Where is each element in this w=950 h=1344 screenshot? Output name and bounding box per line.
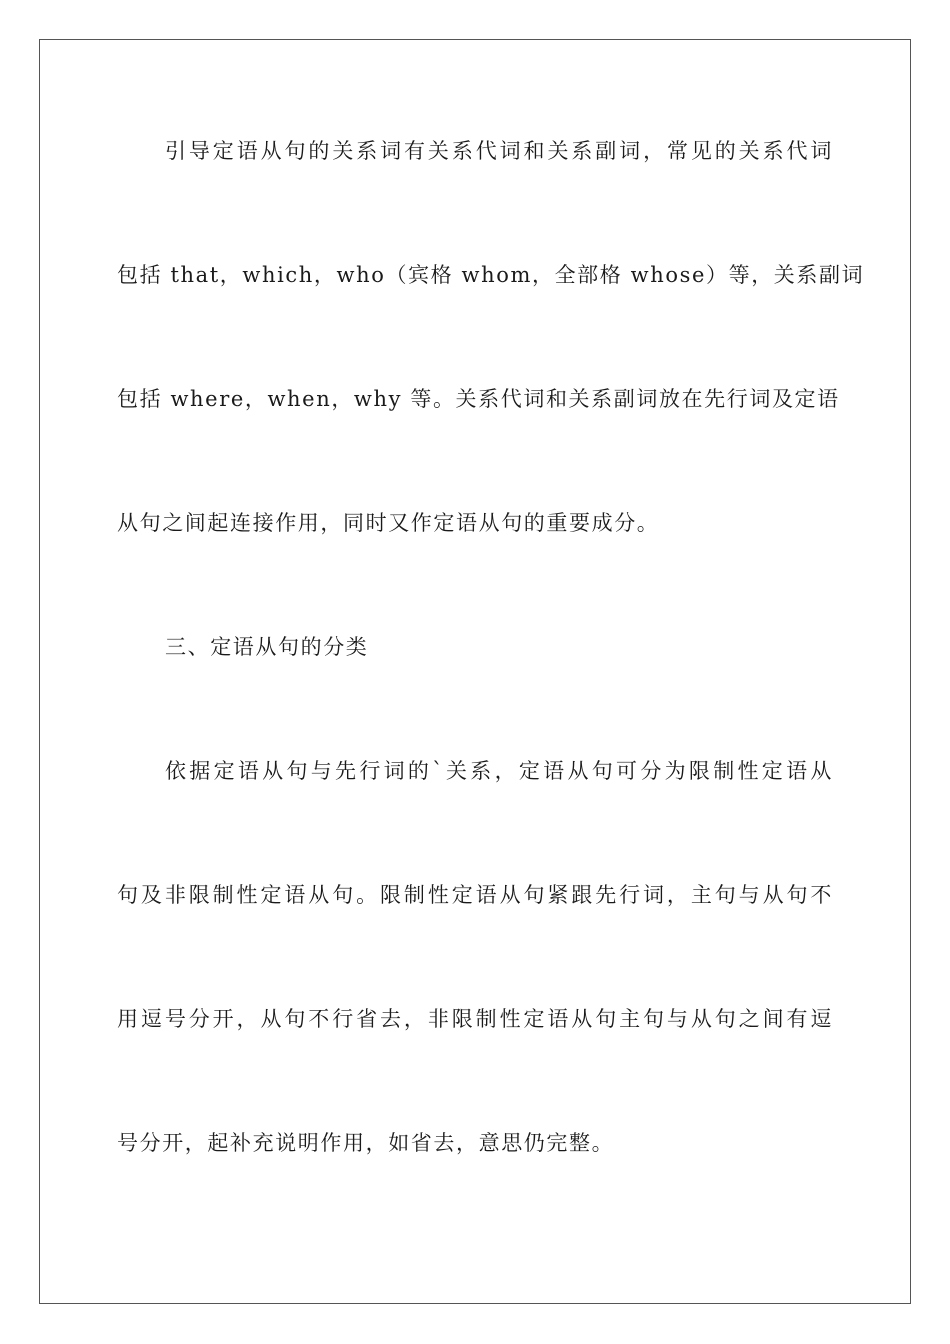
text-line: 用逗号分开，从句不行省去，非限制性定语从句主句与从句之间有逗 xyxy=(117,1007,833,1031)
section-heading: 三、定语从句的分类 xyxy=(165,635,369,659)
text-line: 句及非限制性定语从句。限制性定语从句紧跟先行词，主句与从句不 xyxy=(117,883,833,907)
page-border xyxy=(39,39,911,1304)
text-line: 依据定语从句与先行词的`关系，定语从句可分为限制性定语从 xyxy=(165,759,833,783)
text-line: 包括 that，which，who（宾格 whom，全部格 whose）等，关系副词 xyxy=(117,263,865,287)
text-line: 从句之间起连接作用，同时又作定语从句的重要成分。 xyxy=(117,511,660,535)
text-line: 包括 where，when，why 等。关系代词和关系副词放在先行词及定语 xyxy=(117,387,840,411)
text-line: 引导定语从句的关系词有关系代词和关系副词，常见的关系代词 xyxy=(165,139,833,163)
text-line: 号分开，起补充说明作用，如省去，意思仍完整。 xyxy=(117,1131,615,1155)
